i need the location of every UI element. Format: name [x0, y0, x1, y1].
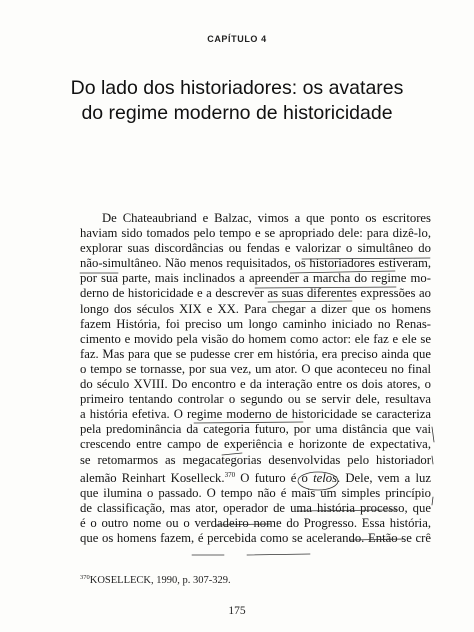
body-line-with-footnote-ref — [80, 468, 431, 486]
footnote-text: KOSELLECK, 1990, p. 307-329. — [89, 575, 231, 586]
telos-word: telos — [313, 470, 338, 485]
margin-mark — [432, 497, 433, 505]
body-line: a história efetiva. O regime moderno de historicidade se caracteriza — [80, 407, 431, 422]
body-text-fragment: alemão Reinhart Koselleck. — [80, 470, 225, 485]
body-line: primeiro tentando controlar o segundo ou se servir dele, resultava — [80, 392, 431, 407]
body-paragraph — [80, 211, 431, 546]
page-number: 175 — [228, 605, 246, 617]
underline-mark — [247, 554, 310, 555]
chapter-title-line-1: Do lado dos historiadores: os avatares — [70, 77, 404, 99]
margin-mark — [432, 427, 434, 442]
body-line: pela predominância da categoria futuro, por uma distância que vai — [80, 422, 431, 437]
chapter-label: CAPÍTULO 4 — [207, 34, 267, 44]
footnote — [80, 574, 431, 586]
body-line-part: cimento e movido pela visão do homem como actor: ele faz e ele se — [80, 331, 431, 346]
body-line: que ilumina o passado. O tempo não é mais um simples princípio — [80, 485, 431, 500]
body-line: haviam sido tomados pelo tempo e se apropriado dele: para dizê-lo, — [80, 226, 431, 241]
body-line: derno de historicidade e a descrever as suas diferentes expressões ao — [80, 286, 431, 301]
body-line — [80, 332, 431, 347]
body-line: que os homens fazem, é percebida como se acelerando. Então se crê — [80, 531, 431, 546]
body-text-fragment: . Dele, vem a luz — [337, 470, 431, 485]
body-text-fragment: O futuro é o — [235, 470, 314, 485]
body-line: é o outro nome ou o verdadeiro nome do Progresso. Essa história, — [80, 516, 431, 531]
footnote-ref: 370 — [224, 470, 236, 479]
chapter-title — [40, 76, 434, 126]
body-line: se retomarmos as megacategorias desenvolvidas pelo historiador — [80, 452, 431, 467]
body-line: explorar suas discordâncias ou fendas e valorizar o simultâneo do — [80, 241, 431, 256]
body-line: De Chateaubriand e Balzac, vimos a que ponto os escritores — [102, 211, 431, 225]
body-line: crescendo entre campo de experiência e horizonte de expectativa, — [80, 437, 431, 452]
body-line: não-simultâneo. Não menos requisitados, os historiadores estiveram, — [80, 256, 431, 271]
body-line: o tempo se tornasse, por sua vez, um ator. O que aconteceu no final — [80, 361, 431, 376]
body-line: por sua parte, mais inclinados a apreender a marcha do regime mo- — [80, 271, 431, 286]
body-line: de classificação, mas ator, operador de uma história processo, que — [80, 501, 431, 516]
body-line: do século XVIII. Do encontro e da interação entre os dois atores, o — [80, 377, 431, 392]
chapter-title-line-2: do regime moderno de historicidade — [81, 102, 393, 124]
body-line: faz. Mas para que se pudesse crer em história, era preciso ainda que — [80, 346, 431, 361]
margin-mark — [432, 456, 433, 464]
body-line: longo dos séculos XIX e XX. Para chegar a dizer que os homens — [80, 301, 431, 316]
body-line: fazem História, foi preciso um longo caminho iniciado no Renas- — [80, 316, 431, 331]
footnote-number: 370 — [80, 574, 90, 581]
